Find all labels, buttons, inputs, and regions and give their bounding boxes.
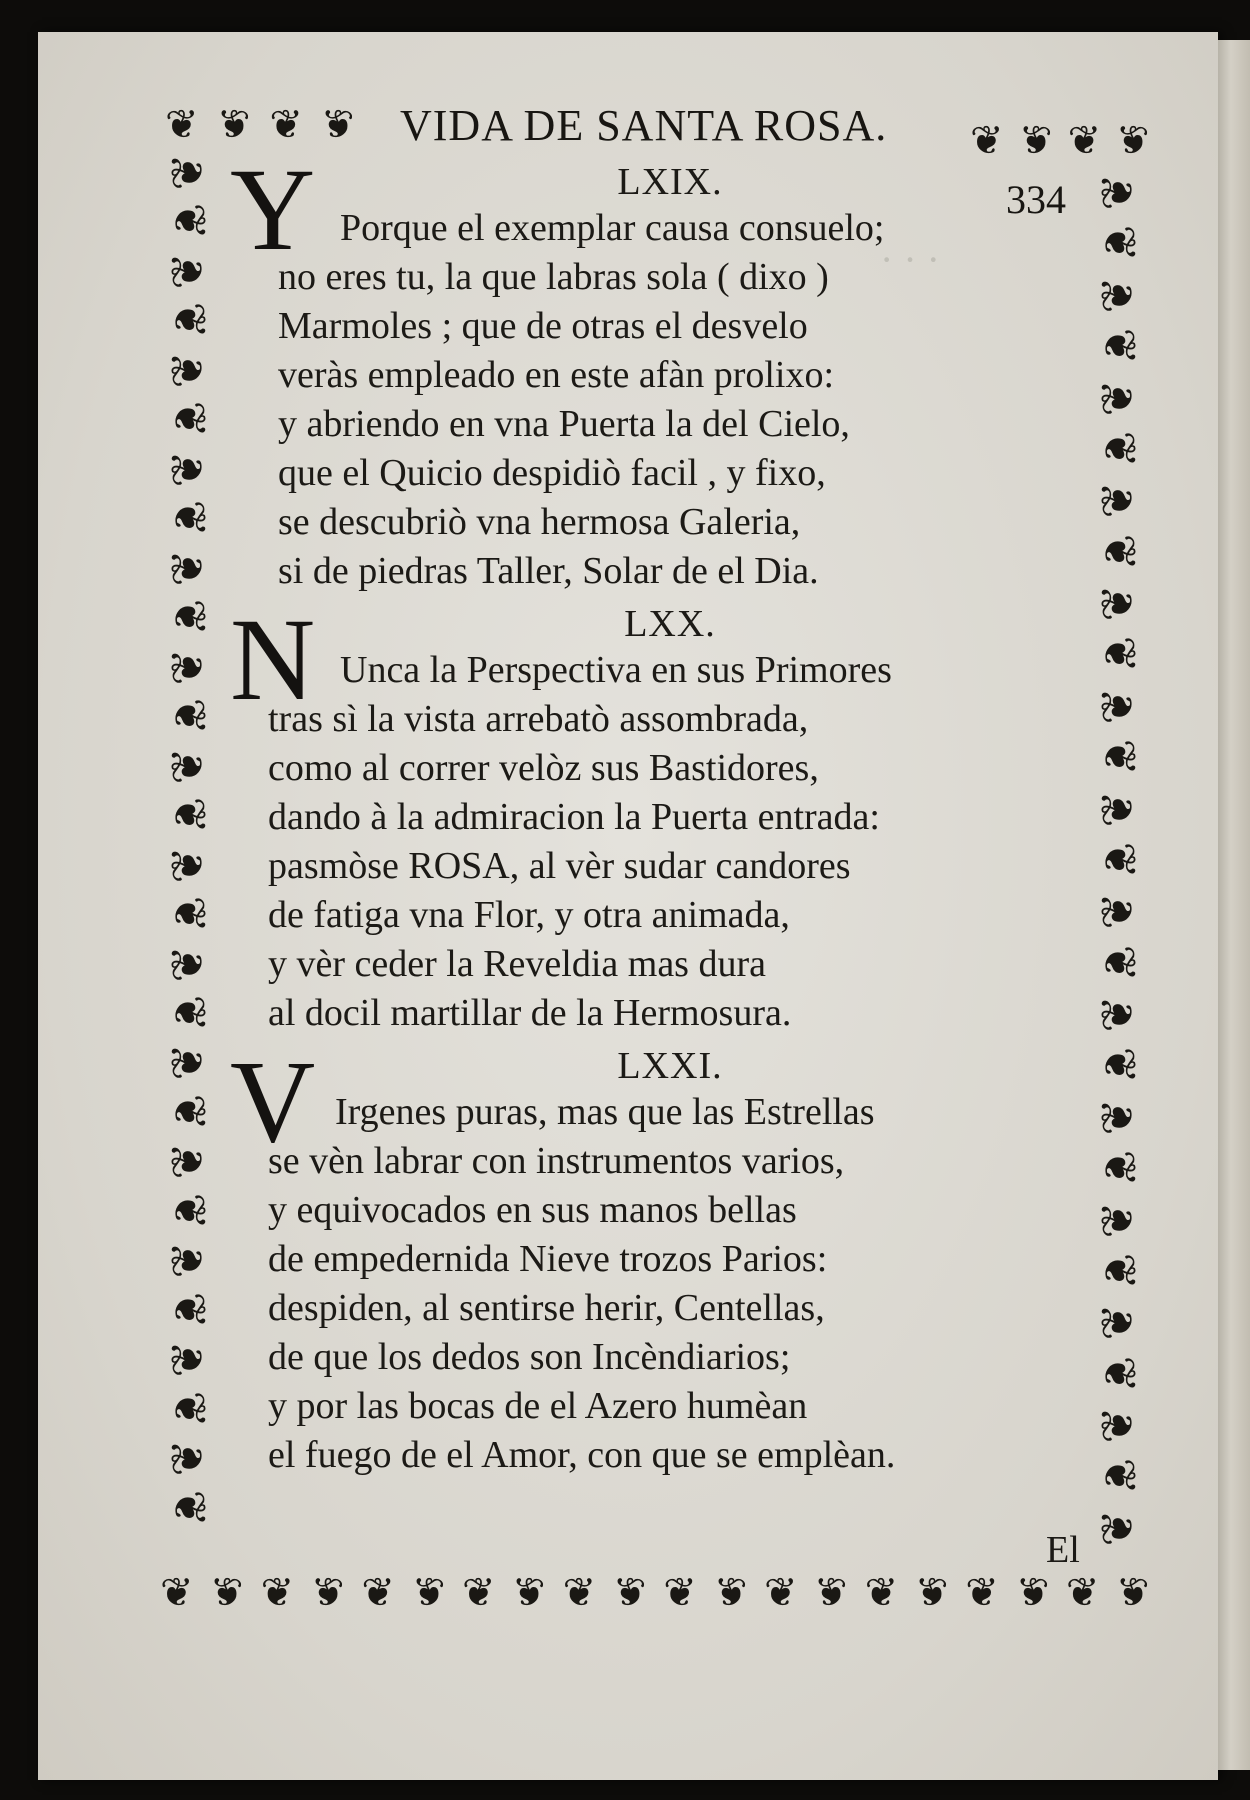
verse-line: no eres tu, la que labras sola ( dixo ) — [278, 256, 829, 298]
fleuron-icon: ❦ — [210, 1570, 244, 1616]
fleuron-icon: ❦ — [1092, 1406, 1143, 1444]
fleuron-icon: ❦ — [1093, 1149, 1144, 1187]
fleuron-icon: ❦ — [1092, 687, 1143, 725]
fleuron-icon: ❦ — [1093, 738, 1144, 776]
fleuron-icon: ❦ — [1093, 1355, 1144, 1393]
verse-line: se descubriò vna hermosa Galeria, — [278, 501, 801, 543]
fleuron-icon: ❦ — [163, 301, 214, 339]
verse-line: si de piedras Taller, Solar de el Dia. — [278, 550, 819, 592]
fleuron-icon: ❦ — [612, 1570, 647, 1616]
fleuron-icon: ❦ — [1015, 1570, 1050, 1616]
top-ornament-border — [165, 100, 355, 150]
fleuron-icon: ❦ — [1092, 1201, 1143, 1238]
fleuron-icon: ❦ — [864, 1570, 899, 1616]
fleuron-icon: ❦ — [562, 1570, 597, 1616]
stanza-number: LXX. — [624, 603, 716, 645]
fleuron-icon: ❦ — [163, 203, 214, 240]
stanza — [230, 594, 990, 1038]
fleuron-icon: ❦ — [1092, 995, 1143, 1033]
fleuron-icon: ❦ — [713, 1570, 748, 1616]
verse-line: y vèr ceder la Reveldia mas dura — [268, 943, 766, 985]
fleuron-icon: ❦ — [163, 400, 214, 438]
fleuron-icon: ❦ — [1093, 430, 1144, 468]
show-through: · · · — [880, 237, 940, 282]
verse-line: y por las bocas de el Azero humèan — [268, 1385, 808, 1427]
drop-cap-initial: Y — [230, 144, 316, 275]
left-ornament-border — [160, 150, 216, 1530]
verse-line: se vèn labrar con instrumentos varios, — [268, 1140, 845, 1182]
fleuron-icon: ❦ — [163, 1489, 214, 1527]
fleuron-icon: ❦ — [162, 648, 213, 686]
fleuron-icon: ❦ — [162, 153, 213, 191]
fleuron-icon: ❦ — [1116, 118, 1150, 164]
drop-cap-initial: V — [230, 1036, 316, 1167]
stanza — [230, 144, 990, 596]
fleuron-icon: ❦ — [321, 102, 355, 148]
fleuron-icon: ❦ — [1093, 1252, 1144, 1290]
fleuron-icon: ❦ — [163, 499, 214, 537]
fleuron-icon: ❦ — [1093, 1046, 1144, 1084]
fleuron-icon: ❦ — [165, 102, 199, 148]
fleuron-icon: ❦ — [163, 796, 214, 834]
fleuron-icon: ❦ — [965, 1570, 999, 1616]
verse-line: de fatiga vna Flor, y otra animada, — [268, 894, 790, 936]
verse-line: despiden, al sentirse herir, Centellas, — [268, 1287, 825, 1329]
fleuron-icon: ❦ — [512, 1570, 546, 1616]
fleuron-icon: ❦ — [162, 351, 213, 389]
fleuron-icon: ❦ — [310, 1570, 345, 1616]
fleuron-icon: ❦ — [160, 1570, 194, 1616]
fleuron-icon: ❦ — [1093, 841, 1144, 879]
verse-line: tras sì la vista arrebatò assombrada, — [268, 698, 809, 740]
fleuron-icon: ❦ — [1092, 173, 1143, 211]
running-title: VIDA DE SANTA ROSA. — [400, 101, 888, 150]
fleuron-icon: ❦ — [1093, 327, 1144, 365]
fleuron-icon: ❦ — [1065, 1570, 1100, 1616]
fleuron-icon: ❦ — [663, 1570, 697, 1616]
bottom-ornament-border — [160, 1565, 1150, 1621]
poem-text — [230, 144, 990, 1480]
verse-line: el fuego de el Amor, con que se emplèan. — [268, 1434, 896, 1476]
drop-cap-initial: N — [230, 594, 316, 725]
verse-line: de empedernida Nieve trozos Parios: — [268, 1238, 828, 1280]
catchword: El — [1046, 1529, 1080, 1571]
fleuron-icon: ❦ — [162, 252, 213, 290]
fleuron-icon: ❦ — [411, 1570, 446, 1616]
fleuron-icon: ❦ — [970, 118, 1004, 164]
fleuron-icon: ❦ — [914, 1570, 949, 1616]
verse-line: pasmòse ROSA, al vèr sudar candores — [268, 845, 851, 887]
fleuron-icon: ❦ — [163, 1291, 214, 1329]
fleuron-icon: ❦ — [1093, 635, 1144, 673]
fleuron-icon: ❦ — [163, 1192, 214, 1230]
verse-line: Irgenes puras, mas que las Estrellas — [335, 1091, 875, 1133]
fleuron-icon: ❦ — [162, 1142, 213, 1180]
fleuron-icon: ❦ — [1092, 892, 1143, 930]
fleuron-icon: ❦ — [162, 945, 213, 982]
fleuron-icon: ❦ — [162, 1340, 213, 1378]
fleuron-icon: ❦ — [814, 1570, 848, 1616]
fleuron-icon: ❦ — [1093, 1457, 1144, 1495]
fleuron-icon: ❦ — [260, 1570, 295, 1616]
fleuron-icon: ❦ — [162, 846, 213, 883]
stanza-number: LXIX. — [617, 161, 723, 203]
fleuron-icon: ❦ — [1092, 481, 1143, 519]
fleuron-icon: ❦ — [1092, 584, 1143, 622]
verse-line: Marmoles ; que de otras el desvelo — [278, 305, 808, 347]
fleuron-icon: ❦ — [461, 1570, 496, 1616]
verse-line: de que los dedos son Incèndiarios; — [268, 1336, 791, 1378]
stanza-number: LXXI. — [617, 1045, 723, 1087]
fleuron-icon: ❦ — [162, 549, 213, 587]
fleuron-icon: ❦ — [162, 747, 213, 785]
fleuron-icon: ❦ — [1093, 224, 1144, 262]
fleuron-icon: ❦ — [163, 1390, 214, 1428]
fleuron-icon: ❦ — [163, 1093, 214, 1131]
fleuron-icon: ❦ — [1092, 276, 1143, 314]
fleuron-icon: ❦ — [1093, 944, 1144, 982]
fleuron-icon: ❦ — [162, 1044, 213, 1081]
fleuron-icon: ❦ — [763, 1570, 798, 1616]
fleuron-icon: ❦ — [1067, 118, 1102, 164]
fleuron-icon: ❦ — [1092, 1509, 1143, 1547]
verse-line: al docil martillar de la Hermosura. — [268, 992, 792, 1034]
verse-line: como al correr velòz sus Bastidores, — [268, 747, 819, 789]
fleuron-icon: ❦ — [361, 1570, 395, 1616]
verse-line: veràs empleado en este afàn prolixo: — [278, 354, 835, 396]
fleuron-icon: ❦ — [162, 1439, 213, 1477]
fleuron-icon: ❦ — [1092, 1098, 1143, 1136]
verse-line: y abriendo en vna Puerta la del Cielo, — [278, 403, 850, 445]
fleuron-icon: ❦ — [162, 450, 213, 488]
fleuron-icon: ❦ — [163, 895, 214, 933]
page-number: 334 — [1006, 177, 1066, 222]
top-right-ornament-border — [970, 116, 1150, 166]
stanza — [230, 1036, 990, 1480]
verse-line: Unca la Perspectiva en sus Primores — [340, 649, 892, 691]
verse-line: dando à la admiracion la Puerta entrada: — [268, 796, 880, 838]
fleuron-icon: ❦ — [1093, 533, 1144, 571]
fleuron-icon: ❦ — [1018, 118, 1053, 164]
fleuron-icon: ❦ — [1116, 1570, 1150, 1616]
fleuron-icon: ❦ — [1092, 379, 1143, 416]
verse-line: Porque el exemplar causa consuelo; — [340, 207, 885, 249]
verse-line: que el Quicio despidiò facil , y fixo, — [278, 452, 826, 494]
facing-page-edge — [1218, 40, 1250, 1770]
fleuron-icon: ❦ — [162, 1241, 213, 1279]
fleuron-icon: ❦ — [269, 102, 303, 148]
fleuron-icon: ❦ — [163, 994, 214, 1032]
verse-line: y equivocados en sus manos bellas — [268, 1189, 797, 1231]
fleuron-icon: ❦ — [1092, 790, 1143, 827]
fleuron-icon: ❦ — [1092, 1303, 1143, 1341]
fleuron-icon: ❦ — [163, 598, 214, 636]
fleuron-icon: ❦ — [217, 102, 251, 148]
fleuron-icon: ❦ — [163, 697, 214, 735]
right-ornament-border — [1090, 170, 1146, 1550]
